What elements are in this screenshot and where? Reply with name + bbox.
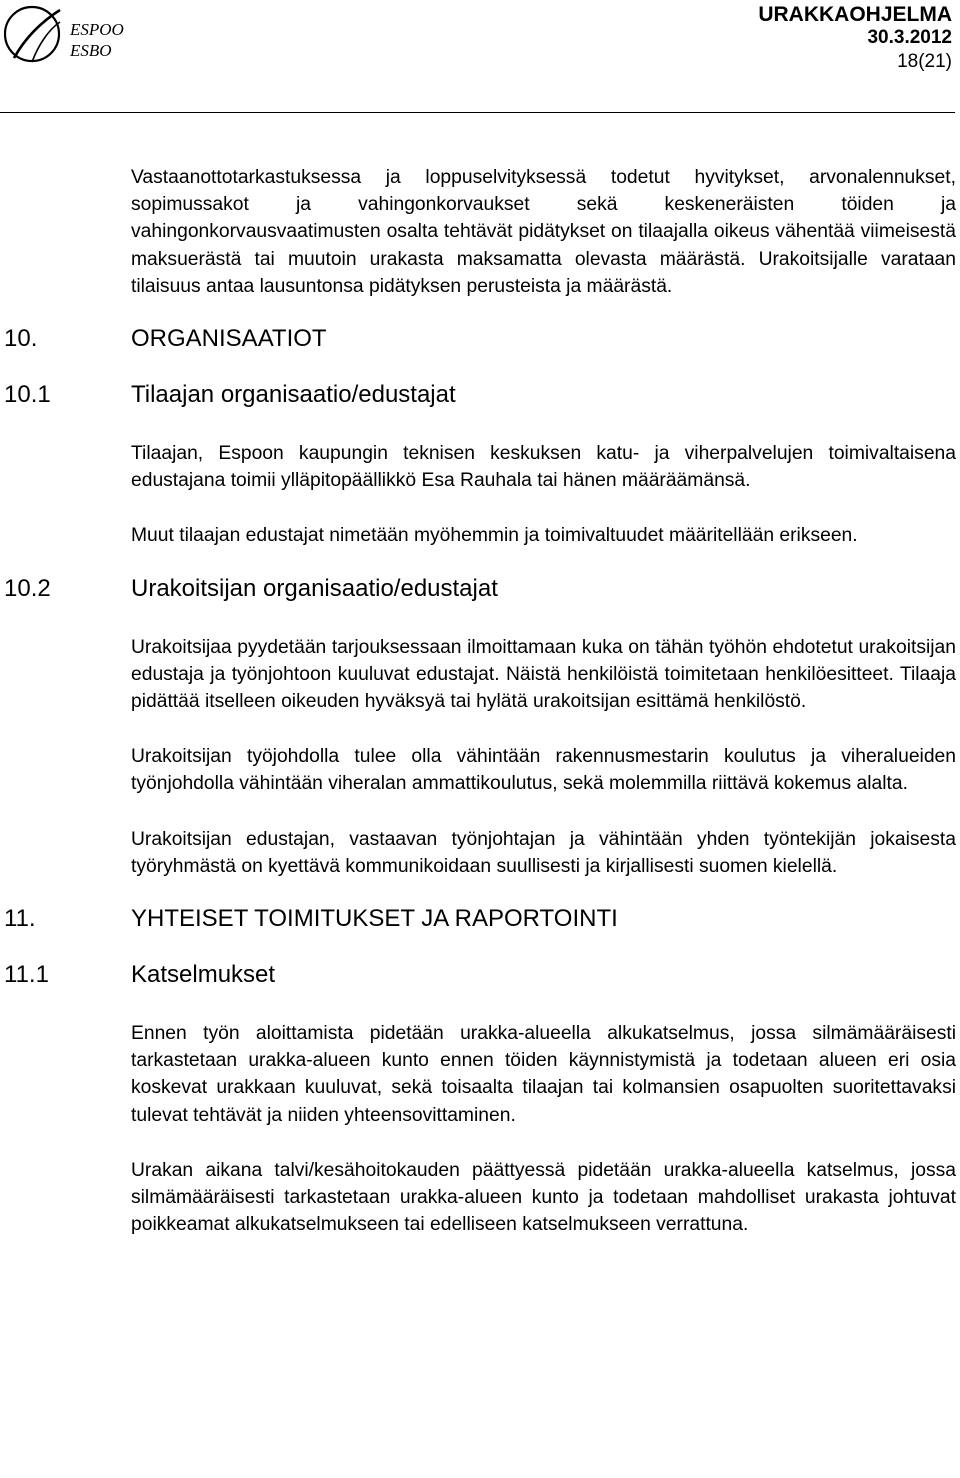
header-meta bbox=[758, 3, 952, 73]
header-divider bbox=[0, 112, 955, 113]
paragraph: Muut tilaajan edustajat nimetään myöhemmin ja toimivaltuudet määritellään erikseen. bbox=[131, 525, 858, 547]
paragraph: Urakoitsijan edustajan, vastaavan työnjohtajan ja vähintään yhden työntekijän jokaisesta työryhmästä on kyettävä kommunikoidaan suullisesti ja kirjallisesti suomen kielellä. bbox=[131, 828, 956, 877]
section-10-heading bbox=[0, 322, 960, 356]
section-11-heading bbox=[0, 902, 960, 936]
espoo-logo-icon bbox=[2, 2, 152, 68]
section-title: Katselmukset bbox=[131, 961, 276, 989]
section-number: 10.1 bbox=[4, 381, 51, 409]
document-date: 30.3.2012 bbox=[867, 27, 952, 48]
paragraph: Urakoitsijan työjohdolla tulee olla vähintään rakennusmestarin koulutus ja viheralueiden työnjohdolla vähintään viheralan ammattikoulutus, sekä molemmilla riittävä kokemus alalta. bbox=[131, 746, 956, 795]
section-number: 10.2 bbox=[4, 574, 51, 602]
section-number: 11.1 bbox=[4, 961, 49, 989]
paragraph: Ennen työn aloittamista pidetään urakka-alueella alkukatselmus, jossa silmämääräisesti tarkastetaan urakka-alueen kunto ennen töiden käynnistymistä ja todetaan alueen eri osia koskevat urakkaan kuuluvat, sekä toisaalta tilaajan tai kolmansien osapuolten suoritettavaksi tulevat tehtävät ja niiden yhteensovittaminen. bbox=[131, 1023, 956, 1126]
paragraph: Tilaajan, Espoon kaupungin teknisen keskuksen katu- ja viherpalvelujen toimivaltaisena edustajana toimii ylläpitopäällikkö Esa Rauhala tai hänen määräämänsä. bbox=[131, 443, 956, 492]
section-title: ORGANISAATIOT bbox=[131, 325, 327, 353]
section-title: Tilaajan organisaatio/edustajat bbox=[131, 381, 456, 409]
intro-paragraph: Vastaanottotarkastuksessa ja loppuselvityksessä todetut hyvitykset, arvonalennukset, sopimussakot ja vahingonkorvaukset sekä keskeneräisten töiden ja vahingonkorvausvaatimusten osalta tehtävät pidätykset on tilaajalla oikeus vähentää viimeisestä maksuerästä tai muutoin urakasta maksamatta olevasta määrästä. Urakoitsijalle varataan tilaisuus antaa lausuntonsa pidätyksen perusteista ja määrästä. bbox=[131, 167, 956, 297]
section-11-1-heading bbox=[0, 958, 960, 992]
document-body bbox=[0, 164, 960, 1238]
page-number: 18(21) bbox=[897, 51, 952, 72]
section-number: 10. bbox=[4, 325, 38, 353]
logo-text-espoo: ESPOO bbox=[70, 20, 124, 39]
section-10-2-heading bbox=[0, 572, 960, 606]
section-10-1-heading bbox=[0, 378, 960, 412]
section-number: 11. bbox=[4, 905, 36, 933]
section-title: Urakoitsijan organisaatio/edustajat bbox=[131, 574, 498, 602]
logo-text-esbo: ESBO bbox=[70, 41, 112, 60]
page-header bbox=[0, 0, 960, 120]
paragraph: Urakoitsijaa pyydetään tarjouksessaan ilmoittamaan kuka on tähän työhön ehdotetut urakoitsijan edustaja ja työnjohtoon kuuluvat edustajat. Näistä henkilöistä toimitetaan henkilöesitteet. Tilaaja pidättää itselleen oikeuden hyväksyä tai hylätä urakoitsijan esittämä henkilöstö. bbox=[131, 636, 956, 713]
section-title: YHTEISET TOIMITUKSET JA RAPORTOINTI bbox=[131, 905, 618, 933]
paragraph: Urakan aikana talvi/kesähoitokauden päättyessä pidetään urakka-alueella katselmus, jossa silmämääräisesti tarkastetaan urakka-alueen kunto ja todetaan mahdolliset urakasta johtuvat poikkeamat alkukatselmukseen tai edelliseen katselmukseen verrattuna. bbox=[131, 1159, 956, 1236]
espoo-logo bbox=[2, 2, 152, 68]
document-title: URAKKAOHJELMA bbox=[758, 3, 952, 26]
